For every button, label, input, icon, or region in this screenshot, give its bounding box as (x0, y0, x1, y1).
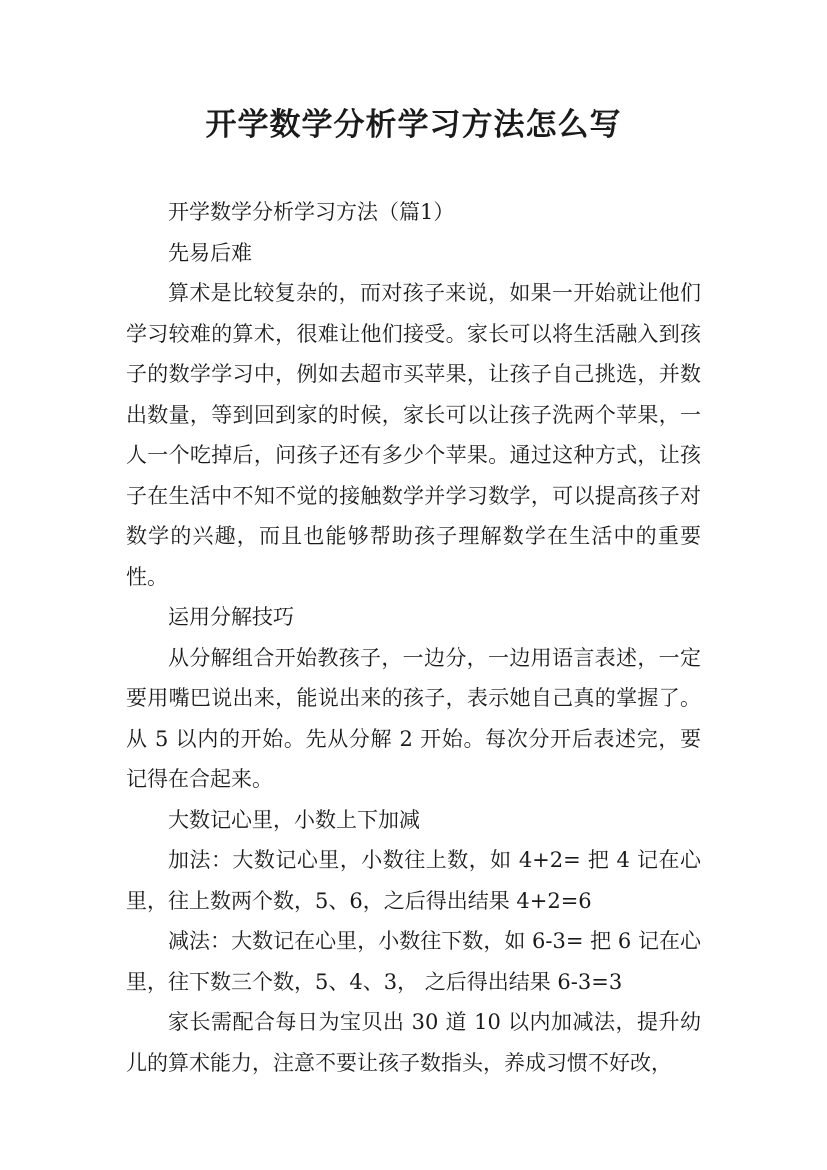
body-paragraph: 家长需配合每日为宝贝出 30 道 10 以内加减法，提升幼儿的算术能力，注意不要让孩子数指头，养成习惯不好改， (126, 1010, 701, 1075)
subheading: 先易后难 (168, 240, 252, 265)
subheading: 运用分解技巧 (168, 605, 294, 629)
section-heading: 开学数学分析学习方法（篇1） (168, 200, 455, 224)
subheading: 大数记心里，小数上下加减 (168, 807, 420, 832)
body-paragraph: 加法：大数记心里，小数往上数，如 4+2= 把 4 记在心里，往上数两个数，5、6，之后得出结果 4+2=6 (126, 848, 701, 913)
document-body (126, 192, 701, 1083)
body-paragraph: 算术是比较复杂的，而对孩子来说，如果一开始就让他们学习较难的算术，很难让他们接受。家长可以将生活融入到孩子的数学学习中，例如去超市买苹果，让孩子自己挑选，并数出数量，等到回到家的时候，家长可以让孩子洗两个苹果，一人一个吃掉后，问孩子还有多少个苹果。通过这种方式，让孩子在生活中不知不觉的接触数学并学习数学，可以提高孩子对数学的兴趣，而且也能够帮助孩子理解数学在生活中的重要性。 (126, 281, 701, 589)
body-paragraph: 从分解组合开始教孩子，一边分，一边用语言表述，一定要用嘴巴说出来，能说出来的孩子，表示她自己真的掌握了。从 5 以内的开始。先从分解 2 开始。每次分开后表述完，要记得在合起来。 (126, 645, 701, 791)
body-paragraph: 减法：大数记在心里，小数往下数，如 6-3= 把 6 记在心里，往下数三个数，5、4、3， 之后得出结果 6-3=3 (126, 929, 701, 994)
document-title: 开学数学分析学习方法怎么写 (205, 107, 622, 143)
